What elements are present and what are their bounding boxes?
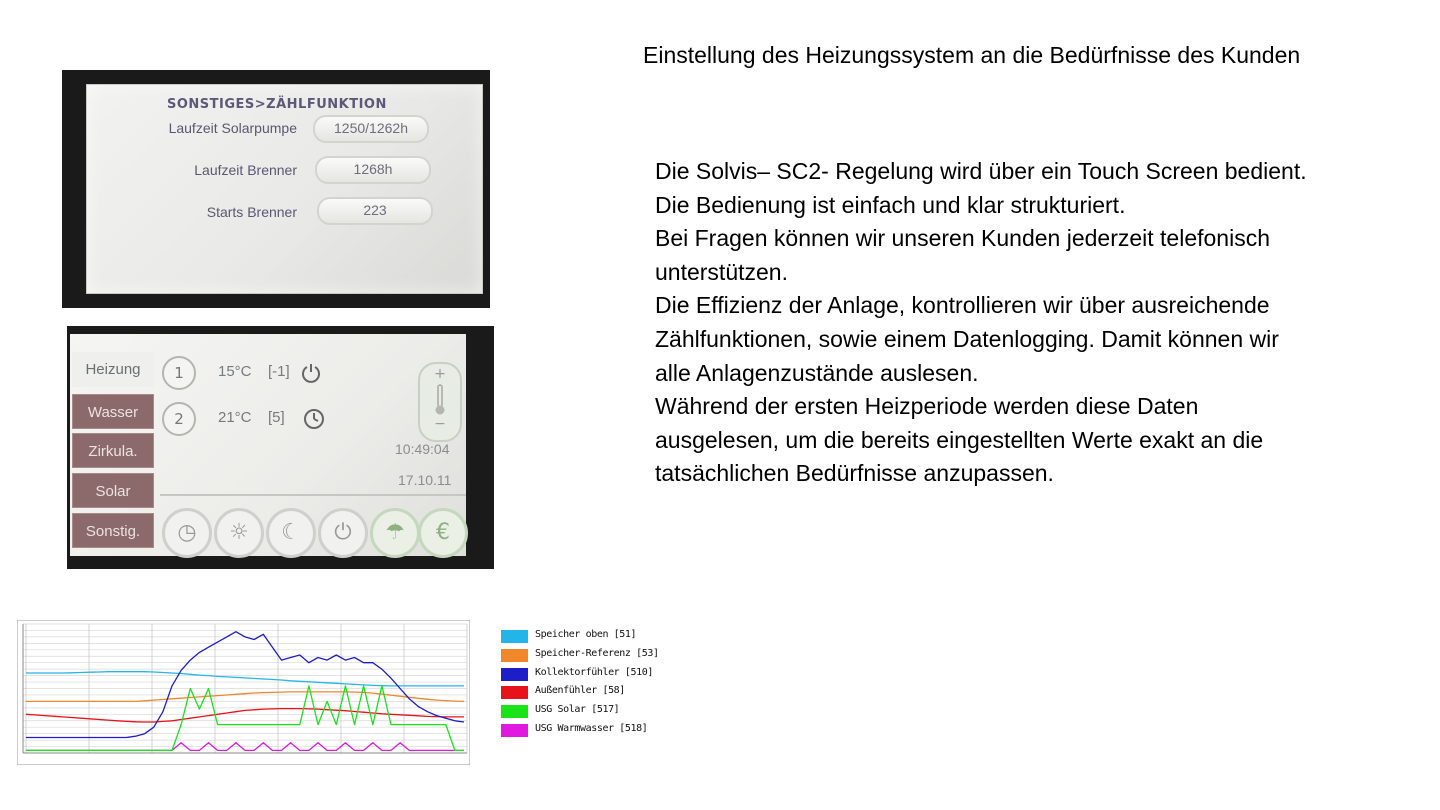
text-line: Zählfunktionen, sowie einem Datenlogging. Damit können wir [655,325,1279,352]
tab-heizung: Heizung [72,352,154,387]
euro-icon: € [418,508,468,558]
circuit-offset: [5] [268,409,285,426]
counter-label: Starts Brenner [206,204,297,220]
power-icon: ⏻ [318,508,368,558]
circuit-temperature: 15°C [218,363,252,380]
legend-label: Speicher-Referenz [53] [535,647,659,659]
text-line: Die Effizienz der Anlage, kontrollieren wir über ausreichende [655,292,1270,319]
moon-icon: ☾ [266,508,316,558]
tab-zirkula: Zirkula. [72,433,154,468]
legend-swatch [501,705,528,718]
touch-screen-display [70,334,466,556]
counter-value: 223 [317,197,433,225]
page-title: Einstellung des Heizungssystem an die Bedürfnisse des Kunden [643,42,1301,68]
legend-label: Speicher oben [51] [535,629,637,640]
legend-swatch [501,686,528,699]
legend-swatch [501,630,528,643]
text-line: Die Bedienung ist einfach und klar strukturiert. [655,191,1126,218]
circuit-number: 2 [162,402,196,436]
counter-screen-photo [62,70,490,308]
chart-background [17,620,470,765]
text-line: alle Anlagenzustände auslesen. [655,359,979,386]
circuit-offset: [-1] [268,363,290,380]
tab-solar: Solar [72,473,154,508]
power-icon [300,362,322,384]
thermostat-control [418,362,462,442]
screen-header: SONSTIGES>ZÄHLFUNKTION [167,97,387,112]
counter-value: 1250/1262h [313,115,429,143]
heating-screen-photo [67,326,494,569]
date-display: 17.10.11 [398,472,452,488]
legend-label: Kollektorfühler [510] [535,666,654,678]
time-display: 10:49:04 [395,441,450,457]
mode-button-row [160,494,466,554]
text-line: ausgelesen, um die bereits eingestellten Werte exakt an die [655,426,1264,453]
clock-icon: ◷ [162,508,212,558]
counter-label: Laufzeit Brenner [194,162,297,178]
datalogging-chart [17,620,470,765]
tab-sonstig: Sonstig. [72,513,154,548]
counter-value: 1268h [315,156,431,184]
text-line: Die Solvis– SC2- Regelung wird über ein Touch Screen bedient. [655,158,1307,184]
legend-swatch [501,724,528,737]
clock-icon [303,408,325,430]
sun-icon: ☼ [214,508,264,558]
legend-swatch [501,649,528,662]
text-line: Bei Fragen können wir unseren Kunden jederzeit telefonisch [655,225,1270,252]
legend-label: USG Solar [517] [535,704,620,716]
circuit-temperature: 21°C [218,409,252,426]
counter-label: Laufzeit Solarpumpe [168,120,297,136]
text-line: Während der ersten Heizperiode werden diese Daten [655,393,1199,420]
circuit-number: 1 [162,356,196,390]
plus-icon: + [434,366,446,382]
legend-swatch [501,668,528,681]
tab-wasser: Wasser [72,394,154,429]
text-line: unterstützen. [655,258,788,285]
minus-icon: − [434,416,446,432]
umbrella-icon: ☂ [370,508,420,558]
legend-label: Außenfühler [58] [535,685,625,697]
thermometer-icon [434,384,446,416]
text-line: tatsächlichen Bedürfnisse anzupassen. [655,460,1054,487]
legend-label: USG Warmwasser [518] [535,722,648,734]
touch-screen-display [86,84,483,294]
description-text [655,155,1395,491]
